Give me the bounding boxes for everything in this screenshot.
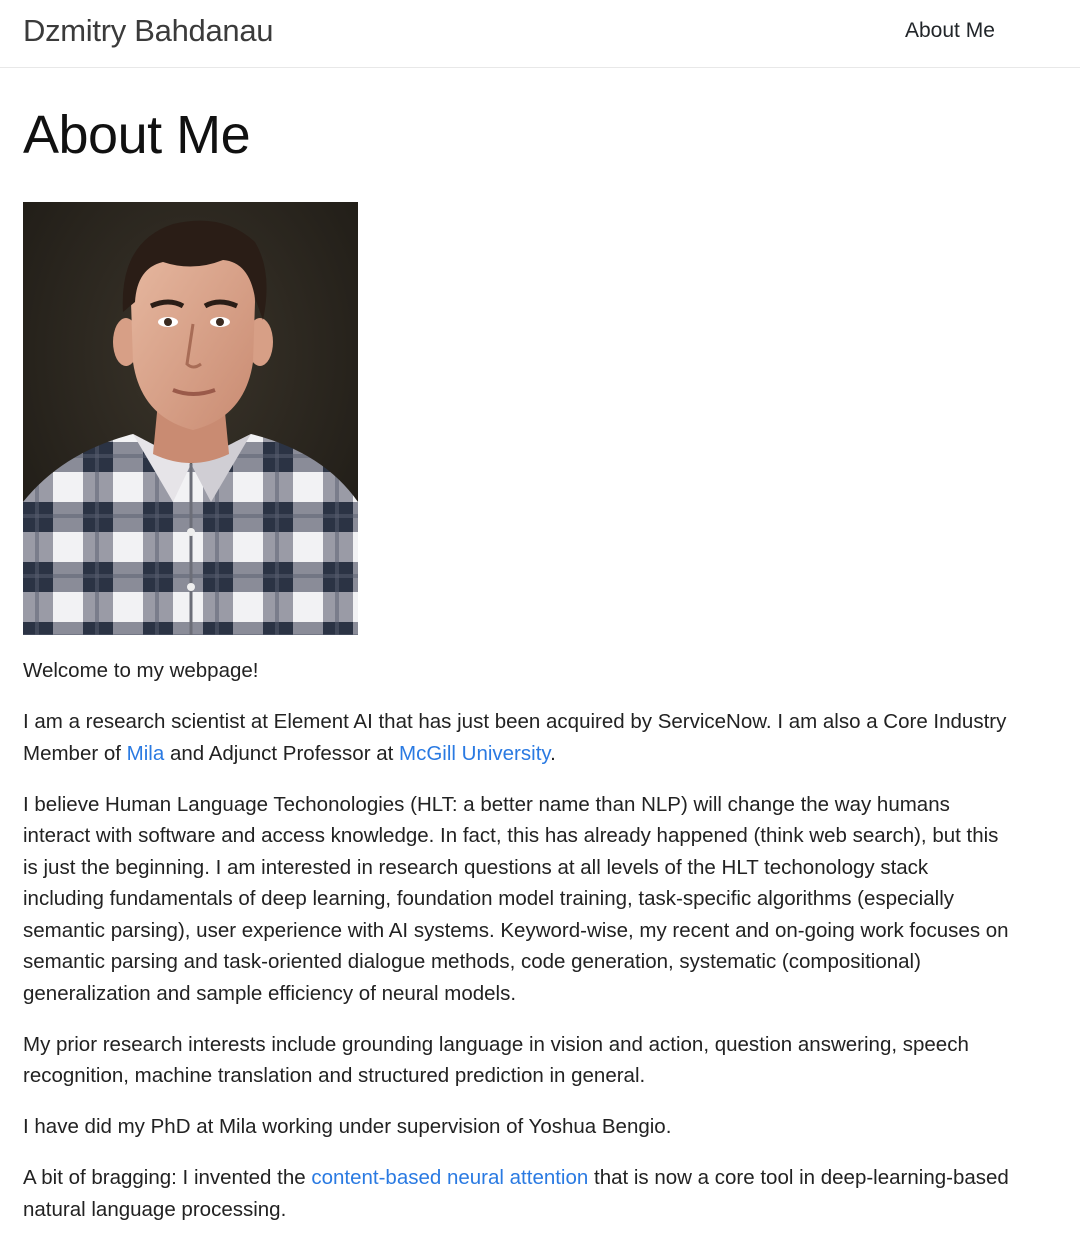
neural-attention-link[interactable]: content-based neural attention	[311, 1166, 589, 1189]
intro-text-after: .	[550, 741, 556, 765]
intro-text-before: I am a research scientist at Element AI that has just been acquired by ServiceNow. I am also a Core Industry Member of	[23, 710, 1007, 765]
profile-photo	[23, 202, 358, 635]
nav-about-me-link[interactable]: About Me	[905, 19, 995, 42]
about-content	[23, 655, 1013, 1245]
intro-paragraph	[23, 706, 1013, 769]
mila-link[interactable]: Mila	[126, 741, 165, 765]
site-header	[0, 0, 1080, 68]
welcome-text: Welcome to my webpage!	[23, 659, 259, 682]
site-title-link[interactable]: Dzmitry Bahdanau	[23, 13, 274, 48]
bragging-text-before: A bit of bragging: I invented the	[23, 1166, 312, 1189]
prior-interests-paragraph: My prior research interests include grounding language in vision and action, question answering, speech recognition, machine translation and structured prediction in general.	[23, 1032, 969, 1087]
bragging-text-after: that is now a core tool in deep-learning-based natural language processing.	[23, 1166, 1009, 1221]
intro-text-middle: and Adjunct Professor at	[164, 741, 400, 765]
page-title: About Me	[23, 105, 251, 165]
mcgill-university-link[interactable]: McGill University	[399, 741, 551, 765]
bragging-paragraph	[23, 1162, 1013, 1225]
research-interests-paragraph: I believe Human Language Techonologies (HLT: a better name than NLP) will change the way humans interact with software and access knowledge. In fact, this has already happened (think web search), but this is just the beginning. I am interested in research questions at all levels of the HLT techonology stack including fundamentals of deep learning, foundation model training, task-specific algorithms (especially semantic parsing), user experience with AI systems. Keyword-wise, my recent and on-going work focuses on semantic parsing and task-oriented dialogue methods, code generation, systematic (compositional) generalization and sample efficiency of neural models.	[23, 792, 1009, 1005]
phd-paragraph: I have did my PhD at Mila working under supervision of Yoshua Bengio.	[23, 1115, 672, 1138]
